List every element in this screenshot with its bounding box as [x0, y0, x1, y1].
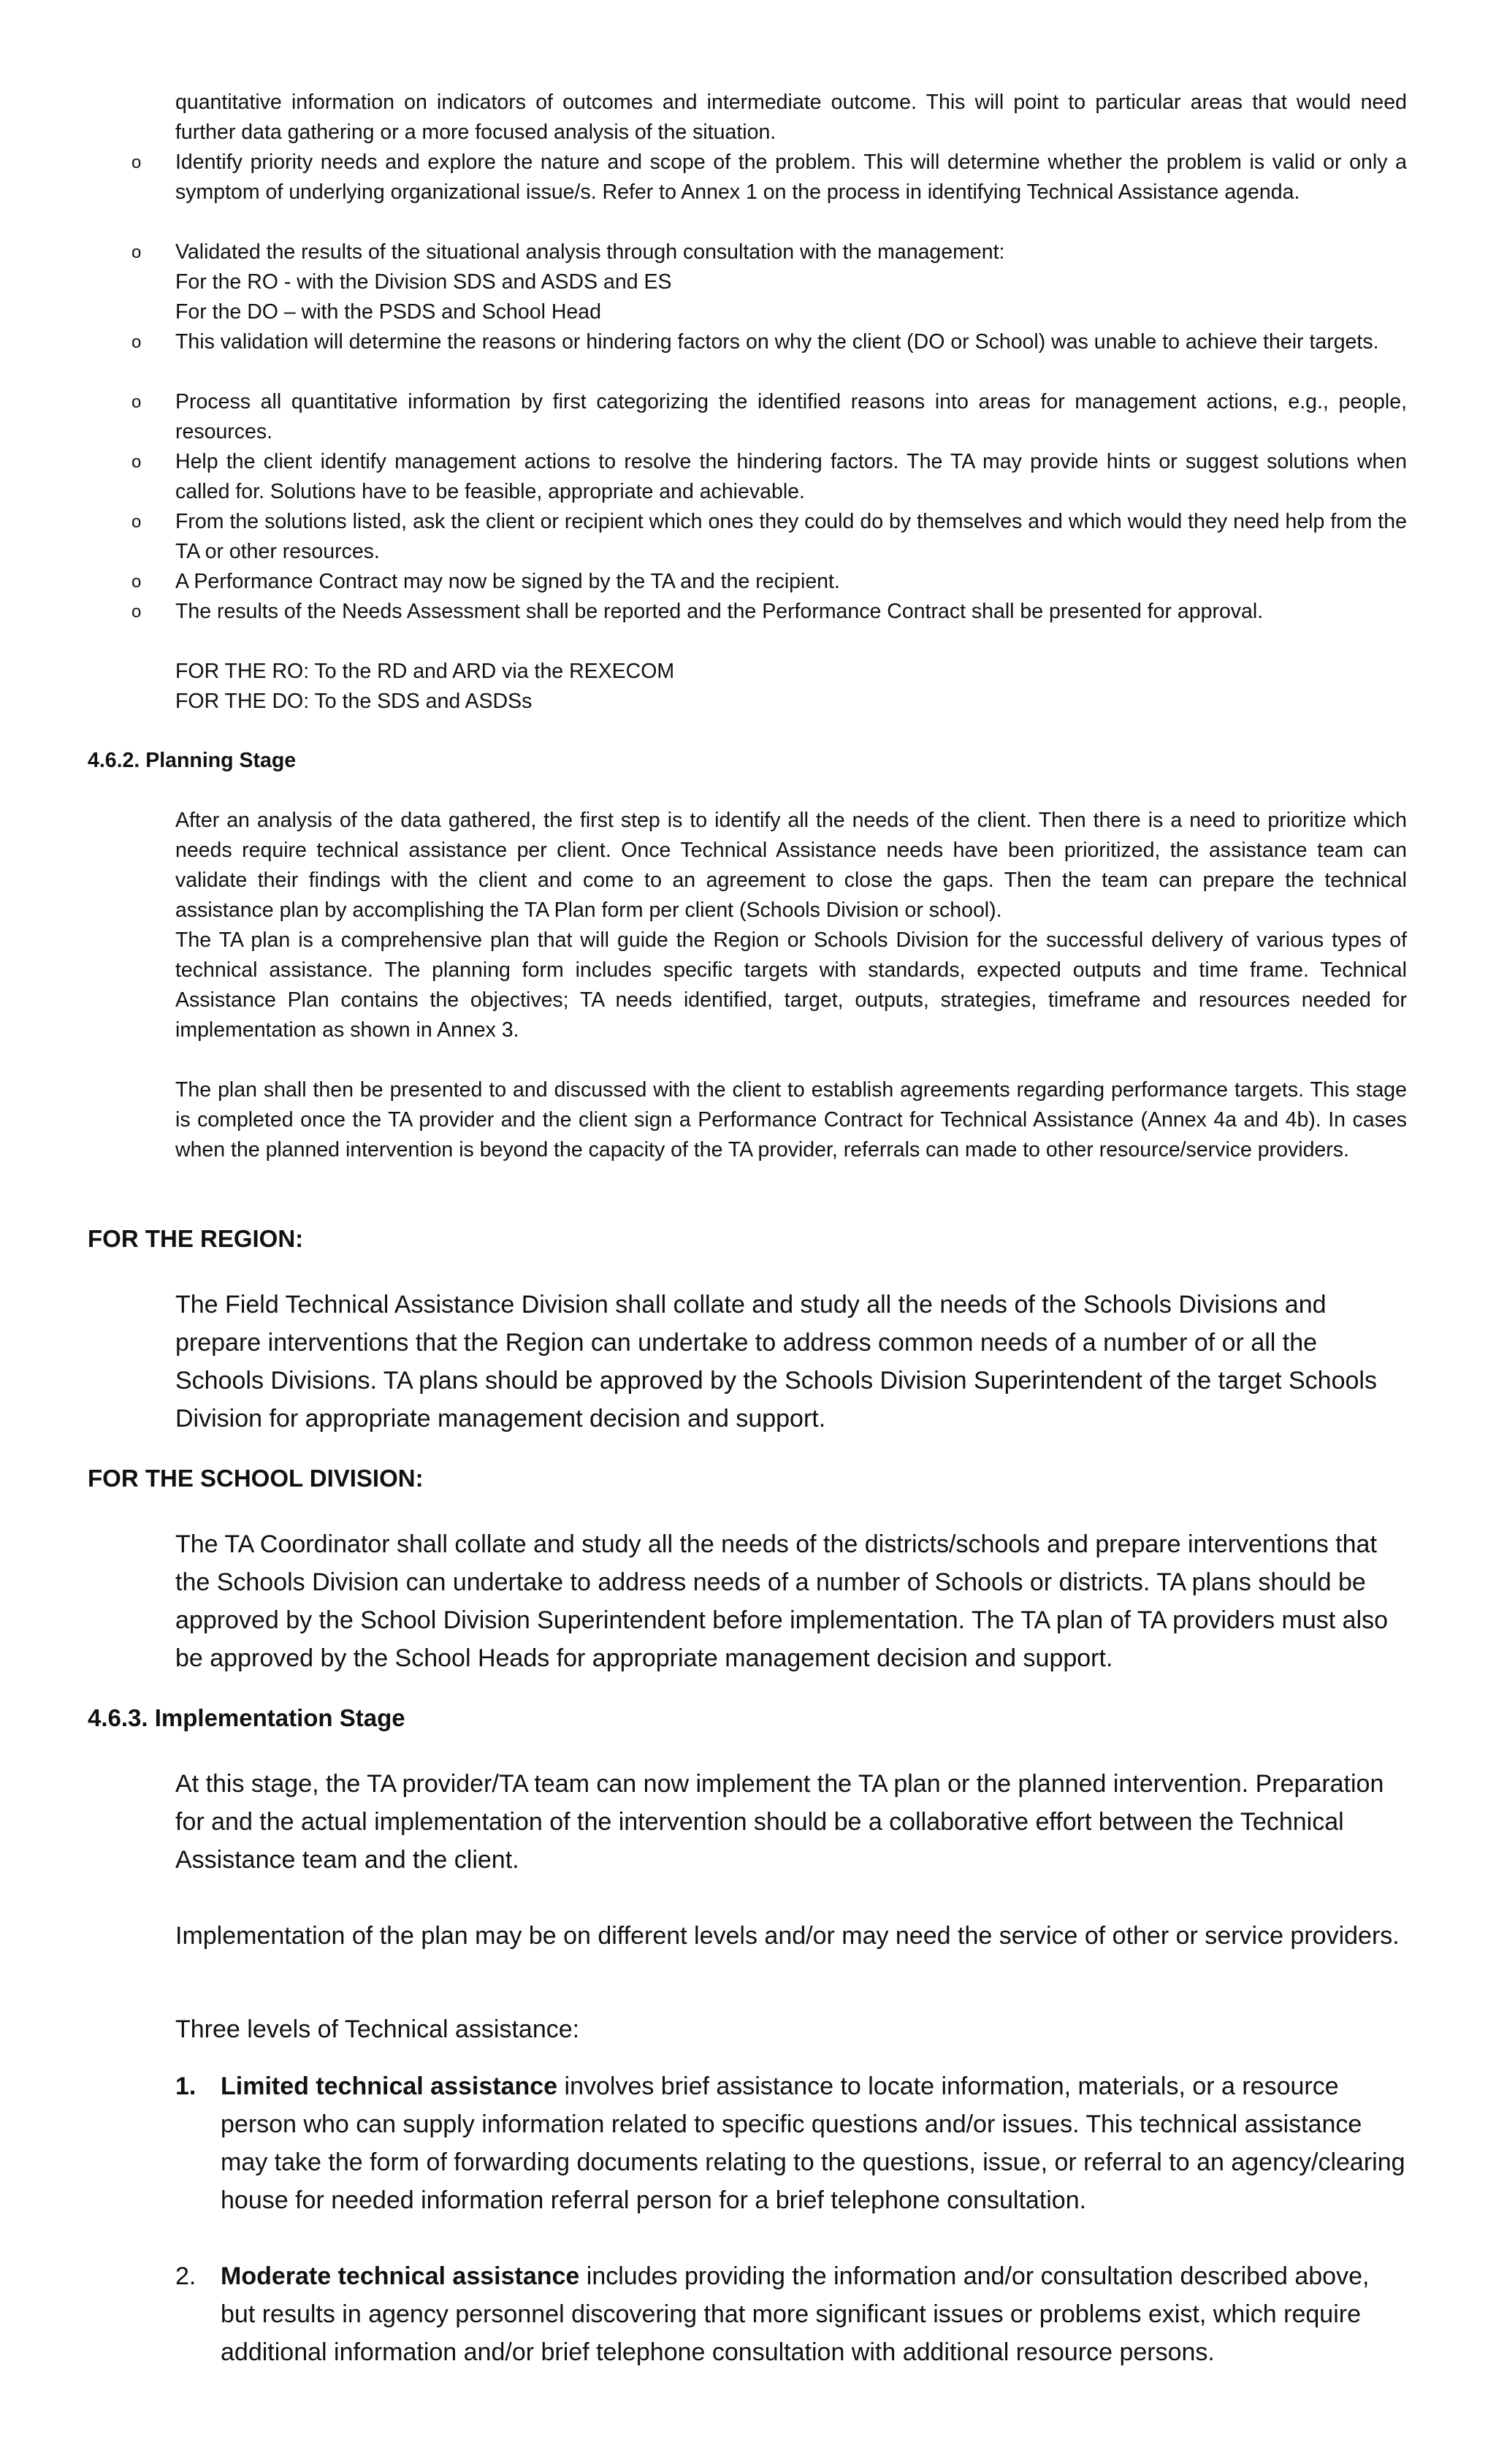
division-text: The TA Coordinator shall collate and study all the needs of the districts/schools and prepare interventions that the Schools Division can undertake to address needs of a number of Schools or districts. TA plans should be approved by the School Division Superintendent before implementation. The TA plan of TA providers must also be approved by the School Heads for appropriate management decision and support.	[175, 1530, 1389, 1672]
list-number: 1.	[175, 2072, 196, 2100]
levels-intro: Three levels of Technical assistance:	[175, 2015, 580, 2043]
bullet-item	[131, 567, 1407, 597]
bullet-marker: o	[131, 392, 142, 412]
bullet-subline: For the DO – with the PSDS and School Head	[175, 300, 601, 324]
bullet-item	[131, 387, 1407, 447]
level-text: includes providing the information and/or consultation described above, but results in agency personnel discovering that more significant issues or problems exist, which require additional information and/or brief telephone consultation with additional resource persons.	[221, 2262, 1370, 2366]
list-item	[175, 2257, 1407, 2371]
level-term: Moderate technical assistance	[221, 2262, 580, 2290]
bullet-text: Identify priority needs and explore the nature and scope of the problem. This will determine whether the problem is valid or only a symptom of underlying organizational issue/s. Refer to Annex 1 on the process in identifying Technical Assistance agenda.	[175, 150, 1407, 204]
division-heading: FOR THE SCHOOL DIVISION:	[88, 1465, 424, 1492]
bullet-marker: o	[131, 153, 142, 172]
planning-heading: 4.6.2. Planning Stage	[88, 749, 297, 772]
bullet-text: Process all quantitative information by first categorizing the identified reasons into areas for management actions, e.g., people, resources.	[175, 390, 1407, 443]
bullet-item	[131, 327, 1407, 357]
intro-continuation: quantitative information on indicators of outcomes and intermediate outcome. This will point to particular areas that would need further data gathering or a more focused analysis of the situation.	[175, 91, 1407, 144]
planning-paragraph-2: The TA plan is a comprehensive plan that will guide the Region or Schools Division for the successful delivery of various types of technical assistance. The planning form includes specific targets with standards, expected outputs and time frame. Technical Assistance Plan contains the objectives; TA needs identified, target, outputs, strategies, timeframe and resources needed for implementation as shown in Annex 3.	[175, 928, 1407, 1042]
bullet-marker: o	[131, 332, 142, 352]
bullet-marker: o	[131, 452, 142, 472]
level-text: involves brief assistance to locate information, materials, or a resource person who can supply information related to specific questions and/or issues. This technical assistance may take the form of forwarding documents relating to the questions, issue, or referral to an agency/clearing house for needed information referral person for a brief telephone consultation.	[221, 2072, 1405, 2214]
implementation-heading: 4.6.3. Implementation Stage	[88, 1704, 405, 1731]
bullet-subline: For the RO - with the Division SDS and ASDS and ES	[175, 270, 672, 294]
bullet-text: From the solutions listed, ask the client or recipient which ones they could do by themselves and which would they need help from the TA or other resources.	[175, 510, 1407, 563]
approval-ro: FOR THE RO: To the RD and ARD via the REXECOM	[175, 660, 675, 683]
bullet-item	[131, 237, 1407, 327]
bullet-text: The results of the Needs Assessment shall be reported and the Performance Contract shall be presented for approval.	[175, 600, 1264, 623]
bullet-marker: o	[131, 572, 142, 592]
level-term: Limited technical assistance	[221, 2072, 558, 2100]
list-number: 2.	[175, 2262, 196, 2290]
bullet-marker: o	[131, 243, 142, 262]
bullet-marker: o	[131, 602, 142, 622]
planning-paragraph-3: The plan shall then be presented to and discussed with the client to establish agreements regarding performance targets. This stage is completed once the TA provider and the client sign a Performance Contract for Technical Assistance (Annex 4a and 4b). In cases when the planned intervention is beyond the capacity of the TA provider, referrals can made to other resource/service providers.	[175, 1078, 1407, 1162]
bullet-text: Validated the results of the situational analysis through consultation with the management:	[175, 240, 1005, 264]
implementation-paragraph-2: Implementation of the plan may be on different levels and/or may need the service of other or service providers.	[175, 1922, 1400, 1950]
region-heading: FOR THE REGION:	[88, 1225, 304, 1252]
bullet-item	[131, 148, 1407, 207]
implementation-paragraph-1: At this stage, the TA provider/TA team can now implement the TA plan or the planned intervention. Preparation for and the actual implementation of the intervention should be a collaborative effort between the Technical Assistance team and the client.	[175, 1770, 1384, 1874]
region-text: The Field Technical Assistance Division shall collate and study all the needs of the Schools Divisions and prepare interventions that the Region can undertake to address common needs of a number of or all the Schools Divisions. TA plans should be approved by the Schools Division Superintendent of the target Schools Division for appropriate management decision and support.	[175, 1291, 1377, 1433]
list-item	[175, 2067, 1407, 2219]
bullet-marker: o	[131, 512, 142, 532]
planning-paragraph-1: After an analysis of the data gathered, the first step is to identify all the needs of the client. Then there is a need to prioritize which needs require technical assistance per client. Once Technical Assistance needs have been prioritized, the assistance team can validate their findings with the client and come to an agreement to close the gaps. Then the team can prepare the technical assistance plan by accomplishing the TA Plan form per client (Schools Division or school).	[175, 809, 1407, 922]
bullet-text: Help the client identify management actions to resolve the hindering factors. The TA may provide hints or suggest solutions when called for. Solutions have to be feasible, appropriate and achievable.	[175, 450, 1407, 503]
bullet-text: A Performance Contract may now be signed by the TA and the recipient.	[175, 570, 840, 593]
bullet-item	[131, 597, 1407, 627]
bullet-item	[131, 507, 1407, 567]
bullet-item	[131, 447, 1407, 507]
bullet-text: This validation will determine the reasons or hindering factors on why the client (DO or School) was unable to achieve their targets.	[175, 330, 1379, 354]
approval-do: FOR THE DO: To the SDS and ASDSs	[175, 690, 533, 713]
